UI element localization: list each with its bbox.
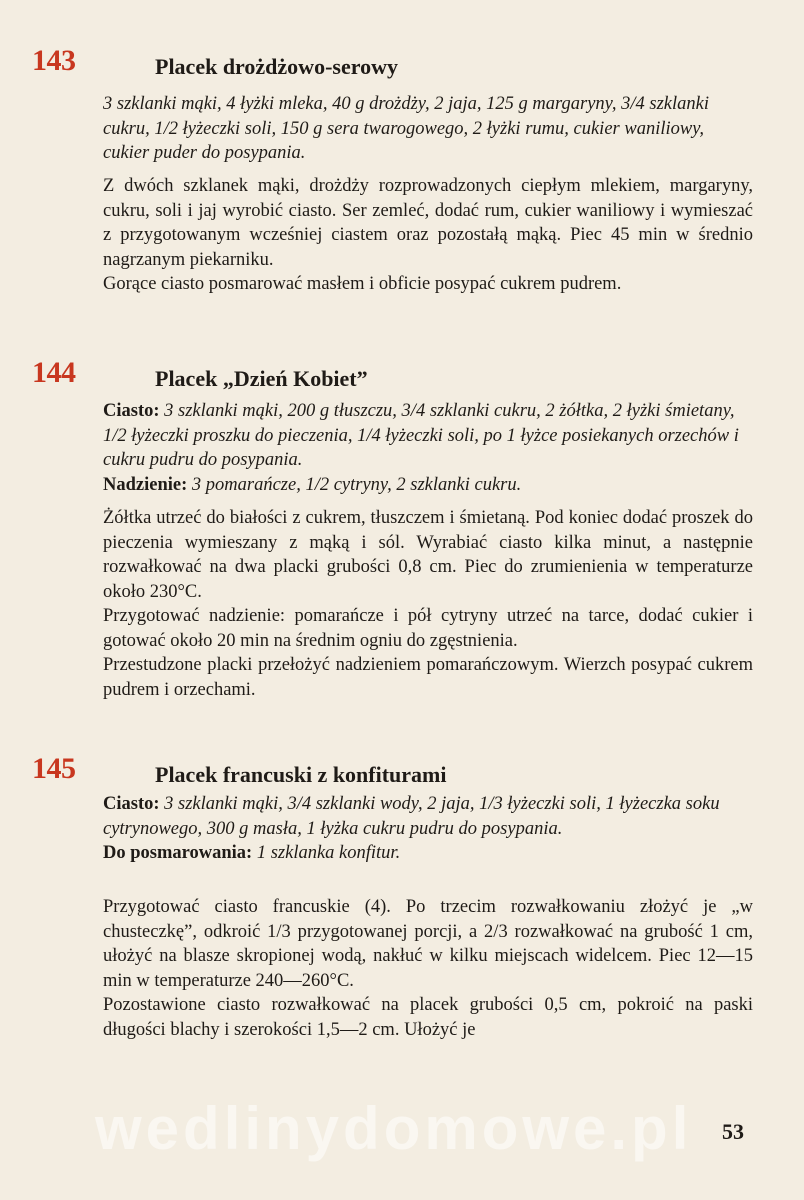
recipe-number: 145	[32, 752, 76, 785]
method	[103, 895, 753, 1042]
recipe-title: Placek francuski z konfiturami	[155, 762, 447, 787]
method-paragraph: Pozostawione ciasto rozwałkować na placek grubości 0,5 cm, pokroić na paski długości blachy i szerokości 1,5—2 cm. Ułożyć je	[103, 995, 753, 1040]
method-paragraph: Przygotować nadzienie: pomarańcze i pół cytryny utrzeć na tarce, dodać cukier i gotować około 20 min na średnim ogniu do zgęstnienia.	[103, 606, 753, 651]
ingredients	[103, 792, 753, 866]
page-number: 53	[722, 1119, 744, 1144]
watermark: wedlinydomowe.pl	[95, 1095, 693, 1162]
ingredients-text: 3 szklanki mąki, 4 łyżki mleka, 40 g drożdży, 2 jaja, 125 g margaryny, 3/4 szklanki cukru, 1/2 łyżeczki soli, 150 g sera twarogowego, 2 łyżki rumu, cukier waniliowy, cukier puder do posypania.	[103, 94, 709, 163]
recipe-title: Placek „Dzień Kobiet”	[155, 366, 368, 391]
method-paragraph: Przestudzone placki przełożyć nadzieniem pomarańczowym. Wierzch posypać cukrem pudrem i orzechami.	[103, 655, 753, 700]
method-paragraph: Z dwóch szklanek mąki, drożdży rozprowadzonych ciepłym mlekiem, margaryny, cukru, soli i jaj wyrobić ciasto. Ser zemleć, dodać rum, cukier waniliowy i wymieszać z przygotowanym wcześniej ciastem oraz pozostałą mąką. Piec 45 min w średnio nagrzanym piekarniku.	[103, 176, 753, 270]
dough-label: Ciasto:	[103, 401, 160, 421]
method	[103, 174, 753, 297]
spread-label: Do posmarowania:	[103, 843, 253, 863]
method-paragraph: Żółtka utrzeć do białości z cukrem, tłuszczem i śmietaną. Pod koniec dodać proszek do pieczenia wymieszany z mąką i sól. Wyrabiać ciasto kilka minut, a następnie rozwałkować na dwa placki grubości 0,8 cm. Piec do zrumienienia w temperaturze około 230°C.	[103, 508, 753, 602]
spread-text: 1 szklanka konfitur.	[256, 843, 401, 863]
ingredients	[103, 92, 753, 166]
recipe-number: 143	[32, 44, 76, 77]
method	[103, 506, 753, 702]
filling-label: Nadzienie:	[103, 474, 188, 495]
filling-text: 3 pomarańcze, 1/2 cytryny, 2 szklanki cukru.	[191, 474, 522, 495]
recipe-number: 144	[32, 356, 76, 389]
dough-text: 3 szklanki mąki, 200 g tłuszczu, 3/4 szklanki cukru, 2 żółtka, 2 łyżki śmietany, 1/2 łyżeczki proszku do pieczenia, 1/4 łyżeczki soli, po 1 łyżce posiekanych orzechów i cukru pudru do posypania.	[103, 401, 739, 470]
recipe-title: Placek drożdżowo-serowy	[155, 54, 398, 79]
method-paragraph: Przygotować ciasto francuskie (4). Po trzecim rozwałkowaniu złożyć je „w chusteczkę”, odkroić 1/3 przygotowanej porcji, a 2/3 rozwałkować na grubość 1 cm, ułożyć na blasze skropionej wodą, nakłuć w kilku miejscach widelcem. Piec 12—15 min w temperaturze 240—260°C.	[103, 897, 753, 991]
dough-text: 3 szklanki mąki, 3/4 szklanki wody, 2 jaja, 1/3 łyżeczki soli, 1 łyżeczka soku cytrynowego, 300 g masła, 1 łyżka cukru pudru do posypania.	[103, 794, 720, 839]
method-paragraph: Gorące ciasto posmarować masłem i obficie posypać cukrem pudrem.	[103, 274, 622, 294]
ingredients	[103, 399, 753, 497]
dough-label: Ciasto:	[103, 794, 160, 814]
